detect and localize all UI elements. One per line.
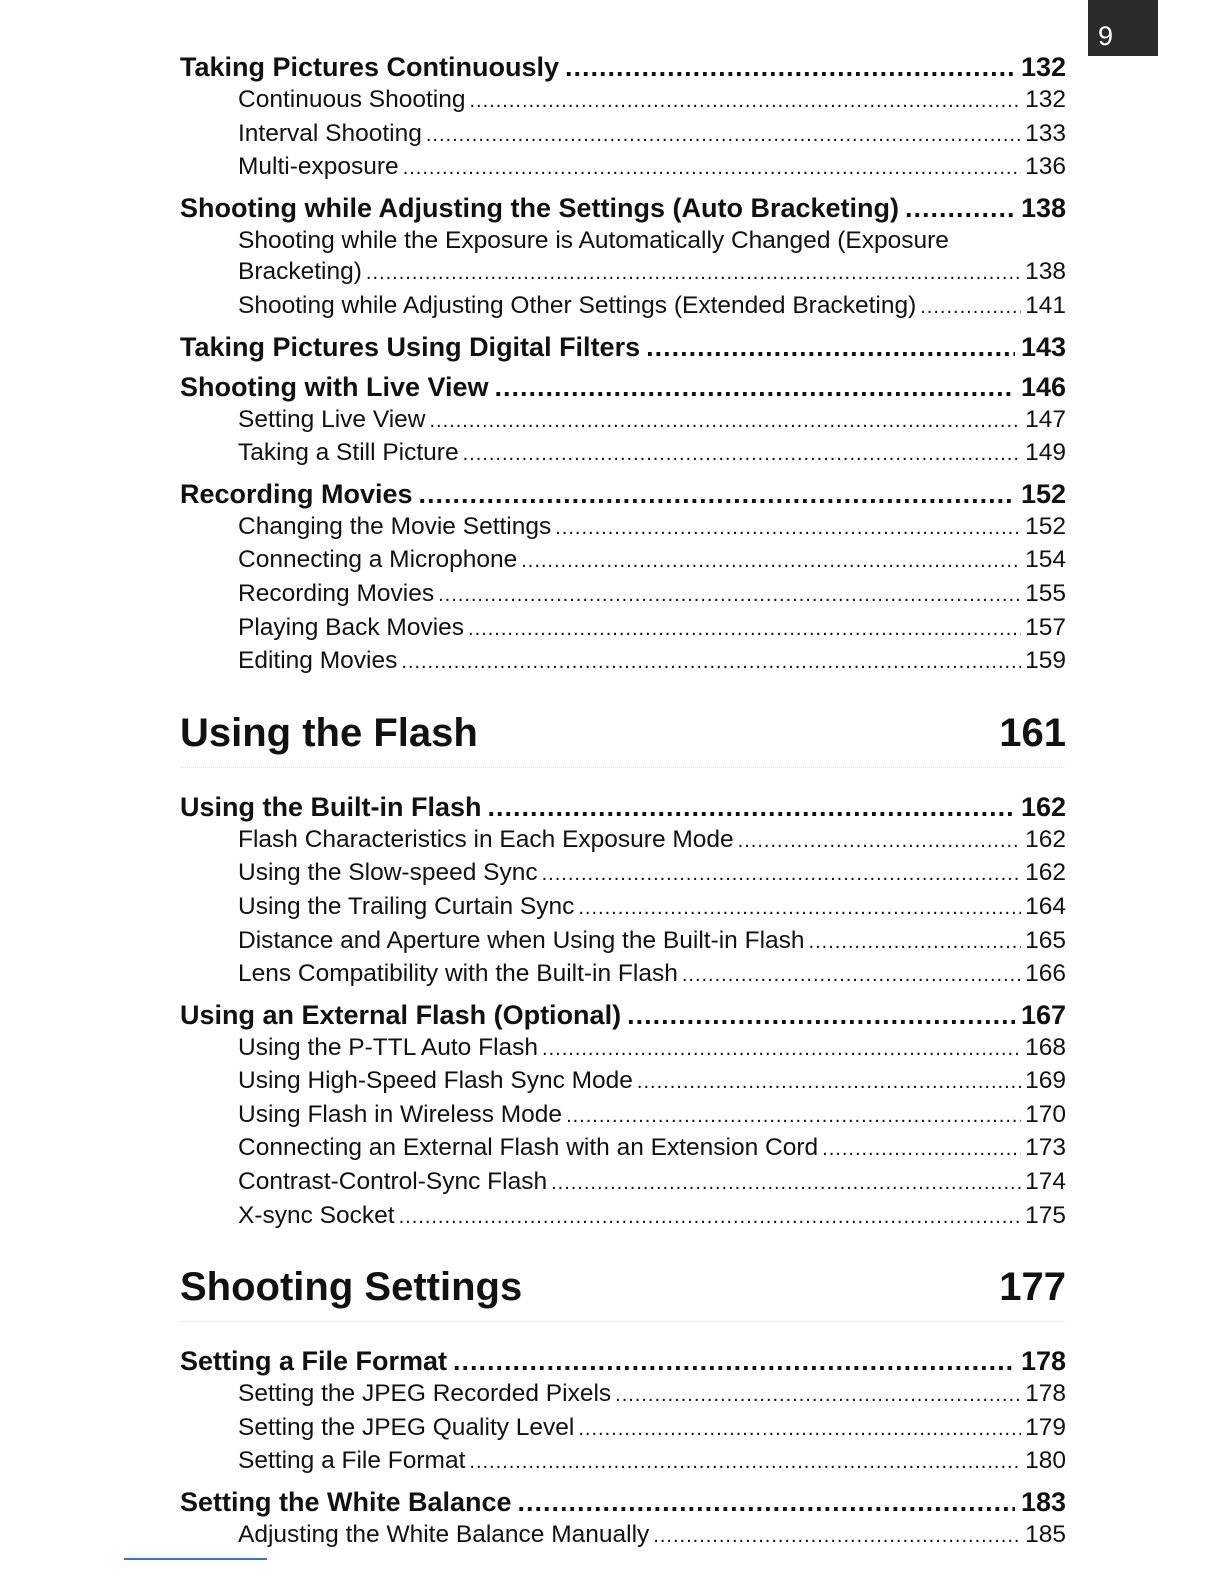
toc-entry-title: Multi-exposure — [238, 153, 399, 181]
toc-entry[interactable] — [180, 1445, 1066, 1479]
toc-section[interactable] — [180, 330, 1066, 364]
chapter-page-number: 161 — [999, 710, 1066, 755]
toc-entry-title: Connecting a Microphone — [238, 546, 518, 574]
table-of-contents — [180, 44, 1066, 1553]
toc-entry-title: Interval Shooting — [238, 119, 422, 147]
toc-entry-title: Flash Characteristics in Each Exposure Mode — [238, 825, 734, 853]
toc-entry-title: Using High-Speed Flash Sync Mode — [238, 1067, 633, 1095]
dot-leader — [453, 1344, 1015, 1378]
dot-leader — [426, 120, 1021, 152]
toc-entry-page-number: 132 — [1025, 86, 1066, 113]
toc-section-page-number: 167 — [1020, 999, 1066, 1030]
dot-leader — [469, 86, 1021, 118]
toc-entry[interactable] — [180, 1099, 1066, 1133]
dot-leader — [615, 1380, 1021, 1412]
toc-entry-page-number: 174 — [1025, 1168, 1066, 1196]
dot-leader — [403, 153, 1021, 185]
toc-section-page-number: 138 — [1020, 192, 1066, 223]
toc-entry[interactable] — [180, 511, 1066, 545]
toc-entry[interactable] — [180, 645, 1066, 679]
toc-entry-page-number: 152 — [1025, 512, 1066, 540]
toc-entry-title: Using the Slow-speed Sync — [238, 859, 538, 887]
toc-entry[interactable] — [180, 578, 1066, 612]
toc-entry-page-number: 162 — [1025, 859, 1066, 887]
toc-entry-title: Using Flash in Wireless Mode — [238, 1100, 563, 1128]
dot-leader — [419, 477, 1015, 511]
dot-leader — [542, 859, 1022, 891]
dot-leader — [430, 406, 1022, 438]
dot-leader — [551, 1168, 1021, 1200]
toc-section-title: Shooting while Adjusting the Settings (Auto Bracketing) — [180, 192, 899, 223]
toc-section[interactable] — [180, 790, 1066, 824]
dot-leader — [578, 1414, 1021, 1446]
dot-leader — [627, 998, 1015, 1032]
toc-entry-title: Setting a File Format — [238, 1447, 466, 1475]
dot-leader — [809, 927, 1022, 959]
toc-entry-page-number: 169 — [1025, 1067, 1066, 1095]
toc-entry-page-number: 154 — [1025, 546, 1066, 574]
toc-section-title: Shooting with Live View — [180, 371, 489, 402]
toc-entry-title: Shooting while Adjusting Other Settings (Extended Bracketing) — [238, 291, 917, 319]
toc-entry-page-number: 155 — [1025, 579, 1066, 607]
dot-leader — [438, 580, 1021, 612]
dot-leader — [518, 1485, 1015, 1519]
toc-section-page-number: 143 — [1020, 331, 1066, 362]
toc-section[interactable] — [180, 370, 1066, 404]
toc-entry-title: Taking a Still Picture — [238, 439, 459, 467]
toc-entry-title: Editing Movies — [238, 647, 398, 675]
dot-leader — [565, 50, 1015, 84]
toc-entry-title: Using the P-TTL Auto Flash — [238, 1033, 539, 1061]
toc-entry-page-number: 175 — [1025, 1201, 1066, 1229]
dot-leader — [401, 647, 1021, 679]
dot-leader — [822, 1134, 1021, 1166]
toc-entry-page-number: 133 — [1025, 119, 1066, 147]
toc-entry-title-line1: Shooting while the Exposure is Automatically Changed (Exposure — [238, 226, 949, 254]
toc-entry[interactable] — [180, 958, 1066, 992]
toc-entry-title: Adjusting the White Balance Manually — [238, 1521, 650, 1549]
footer-rule — [124, 1558, 267, 1560]
dot-leader — [366, 258, 1021, 290]
dot-leader — [905, 191, 1015, 225]
chapter-heading[interactable] — [180, 1263, 1066, 1322]
toc-entry-page-number: 173 — [1025, 1134, 1066, 1162]
chapter-title: Shooting Settings — [180, 1265, 523, 1310]
toc-section-title: Setting a File Format — [180, 1346, 448, 1377]
toc-entry[interactable] — [180, 925, 1066, 959]
toc-entry[interactable] — [180, 1065, 1066, 1099]
dot-leader — [637, 1067, 1021, 1099]
toc-entry[interactable] — [180, 1412, 1066, 1446]
toc-entry-title: Distance and Aperture when Using the Built-in Flash — [238, 926, 805, 954]
chapter-page-number: 177 — [999, 1265, 1066, 1310]
toc-entry[interactable] — [180, 1519, 1066, 1553]
toc-section-page-number: 162 — [1020, 791, 1066, 822]
toc-entry-page-number: 180 — [1025, 1447, 1066, 1475]
toc-section[interactable] — [180, 191, 1066, 225]
toc-entry[interactable] — [180, 151, 1066, 185]
dot-leader — [468, 614, 1021, 646]
toc-entry[interactable] — [180, 1032, 1066, 1066]
toc-section-title: Setting the White Balance — [180, 1487, 512, 1518]
dot-leader — [521, 546, 1021, 578]
toc-section-title: Recording Movies — [180, 478, 413, 509]
toc-entry[interactable] — [180, 612, 1066, 646]
dot-leader — [682, 960, 1021, 992]
toc-entry-page-number: 170 — [1025, 1100, 1066, 1128]
toc-entry[interactable] — [180, 84, 1066, 118]
toc-entry-title: Using the Trailing Curtain Sync — [238, 892, 575, 920]
toc-entry[interactable] — [180, 225, 1066, 290]
toc-section-title: Taking Pictures Using Digital Filters — [180, 331, 641, 362]
toc-entry[interactable] — [180, 1166, 1066, 1200]
toc-section-title: Using an External Flash (Optional) — [180, 999, 622, 1030]
toc-entry[interactable] — [180, 891, 1066, 925]
toc-section-page-number: 183 — [1020, 1487, 1066, 1518]
toc-entry[interactable] — [180, 118, 1066, 152]
toc-entry-title: Setting Live View — [238, 405, 426, 433]
toc-entry-page-number: 138 — [1025, 258, 1066, 286]
dot-leader — [463, 439, 1022, 471]
toc-entry-page-number: 185 — [1025, 1521, 1066, 1549]
toc-entry-title: Recording Movies — [238, 579, 435, 607]
toc-entry-title: Continuous Shooting — [238, 86, 466, 113]
toc-entry-page-number: 157 — [1025, 613, 1066, 641]
toc-entry[interactable] — [180, 857, 1066, 891]
toc-entry[interactable] — [180, 404, 1066, 438]
toc-entry[interactable] — [180, 1200, 1066, 1234]
dot-leader — [542, 1034, 1021, 1066]
dot-leader — [566, 1101, 1021, 1133]
dot-leader — [920, 292, 1021, 324]
toc-entry-page-number: 166 — [1025, 960, 1066, 988]
toc-entry[interactable] — [180, 824, 1066, 858]
toc-section-page-number: 146 — [1020, 371, 1066, 402]
toc-section[interactable] — [180, 1485, 1066, 1519]
toc-entry[interactable] — [180, 437, 1066, 471]
toc-entry-page-number: 178 — [1025, 1380, 1066, 1408]
toc-section[interactable] — [180, 998, 1066, 1032]
toc-entry-title: Setting the JPEG Recorded Pixels — [238, 1380, 612, 1408]
toc-section-title: Taking Pictures Continuously — [180, 52, 560, 82]
toc-entry-title: Connecting an External Flash with an Extension Cord — [238, 1134, 819, 1162]
toc-entry-page-number: 162 — [1025, 825, 1066, 853]
dot-leader — [555, 513, 1021, 545]
toc-entry-title: Playing Back Movies — [238, 613, 465, 641]
toc-entry-title-line2: Bracketing) — [238, 258, 362, 286]
toc-entry-page-number: 165 — [1025, 926, 1066, 954]
toc-section[interactable] — [180, 1344, 1066, 1378]
toc-entry-title: X-sync Socket — [238, 1201, 395, 1229]
toc-entry-title: Contrast-Control-Sync Flash — [238, 1168, 548, 1196]
dot-leader — [578, 893, 1021, 925]
toc-entry-page-number: 159 — [1025, 647, 1066, 675]
dot-leader — [488, 790, 1015, 824]
toc-entry-title: Setting the JPEG Quality Level — [238, 1413, 575, 1441]
toc-entry-page-number: 147 — [1025, 405, 1066, 433]
toc-section[interactable] — [180, 477, 1066, 511]
toc-entry[interactable] — [180, 544, 1066, 578]
toc-entry-page-number: 164 — [1025, 892, 1066, 920]
chapter-title: Using the Flash — [180, 710, 478, 755]
dot-leader — [653, 1521, 1021, 1553]
dot-leader — [738, 826, 1021, 858]
toc-entry-title: Changing the Movie Settings — [238, 512, 552, 540]
toc-entry[interactable] — [180, 290, 1066, 324]
toc-entry-page-number: 149 — [1025, 439, 1066, 467]
toc-entry-page-number: 136 — [1025, 153, 1066, 181]
chapter-heading[interactable] — [180, 709, 1066, 768]
toc-entry[interactable] — [180, 1132, 1066, 1166]
toc-section-page-number: 152 — [1020, 478, 1066, 509]
toc-entry-title: Lens Compatibility with the Built-in Flash — [238, 960, 678, 988]
page-number-tab: 9 — [1088, 0, 1158, 56]
toc-entry[interactable] — [180, 1378, 1066, 1412]
toc-entry-page-number: 179 — [1025, 1413, 1066, 1441]
dot-leader — [495, 370, 1015, 404]
dot-leader — [469, 1447, 1021, 1479]
dot-leader — [646, 330, 1015, 364]
toc-section-title: Using the Built-in Flash — [180, 791, 482, 822]
toc-section-page-number: 132 — [1020, 52, 1066, 82]
toc-section[interactable] — [180, 50, 1066, 84]
toc-entry-page-number: 141 — [1025, 291, 1066, 319]
toc-entry-page-number: 168 — [1025, 1033, 1066, 1061]
toc-section-page-number: 178 — [1020, 1346, 1066, 1377]
dot-leader — [399, 1202, 1022, 1234]
